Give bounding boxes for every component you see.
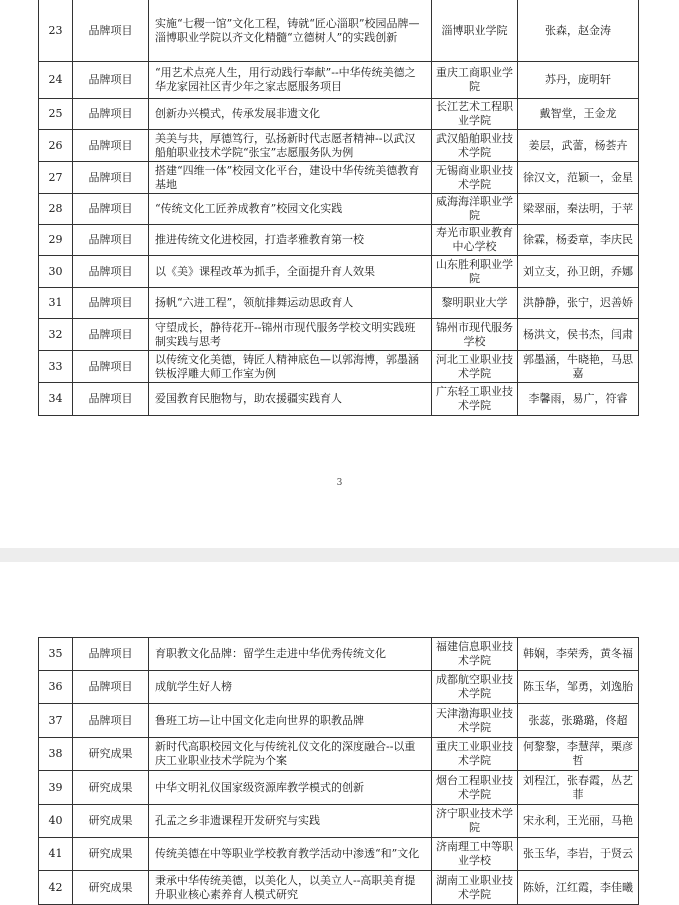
people-cell: 宋永利，王光丽，马艳 bbox=[518, 805, 639, 838]
people-cell: 姜层，武蕾，杨荟卉 bbox=[518, 130, 639, 162]
school-cell: 寿光市职业教育中心学校 bbox=[432, 225, 518, 256]
school-cell: 重庆工商职业学院 bbox=[432, 62, 518, 99]
table-row bbox=[39, 704, 639, 738]
category-cell: 研究成果 bbox=[73, 771, 149, 805]
row-number-cell: 28 bbox=[39, 194, 73, 225]
category-cell: 品牌项目 bbox=[73, 162, 149, 194]
row-number-cell: 40 bbox=[39, 805, 73, 838]
category-cell: 品牌项目 bbox=[73, 638, 149, 671]
school-cell: 重庆工业职业技术学院 bbox=[432, 738, 518, 771]
row-number-cell: 32 bbox=[39, 319, 73, 351]
table-row bbox=[39, 256, 639, 288]
table-row bbox=[39, 351, 639, 383]
project-title-cell: 创新办兴模式，传承发展非遗文化 bbox=[149, 99, 432, 130]
document-page-2 bbox=[0, 562, 679, 900]
people-cell: 刘程江，张春霞，丛艺菲 bbox=[518, 771, 639, 805]
award-table-page-1 bbox=[38, 0, 639, 416]
people-cell: 张玉华，李岩，于贤云 bbox=[518, 838, 639, 871]
row-number-cell: 24 bbox=[39, 62, 73, 99]
page-separator bbox=[0, 548, 679, 562]
project-title-cell: 爱国教育民胞物与，助农援疆实践育人 bbox=[149, 383, 432, 416]
project-title-cell: 育职教文化品牌：留学生走进中华优秀传统文化 bbox=[149, 638, 432, 671]
table-row bbox=[39, 383, 639, 416]
table-row bbox=[39, 194, 639, 225]
category-cell: 品牌项目 bbox=[73, 288, 149, 319]
table-row bbox=[39, 871, 639, 905]
school-cell: 福建信息职业技术学院 bbox=[432, 638, 518, 671]
row-number-cell: 27 bbox=[39, 162, 73, 194]
school-cell: 无锡商业职业技术学院 bbox=[432, 162, 518, 194]
table-row bbox=[39, 805, 639, 838]
table-row bbox=[39, 638, 639, 671]
category-cell: 研究成果 bbox=[73, 738, 149, 771]
people-cell: 梁翠丽，秦法明，于苹 bbox=[518, 194, 639, 225]
row-number-cell: 33 bbox=[39, 351, 73, 383]
school-cell: 威海海洋职业学院 bbox=[432, 194, 518, 225]
category-cell: 品牌项目 bbox=[73, 256, 149, 288]
school-cell: 锦州市现代服务学校 bbox=[432, 319, 518, 351]
project-title-cell: “传统文化工匠养成教育”校园文化实践 bbox=[149, 194, 432, 225]
project-title-cell: 新时代高职校园文化与传统礼仪文化的深度融合--以重庆工业职业技术学院为个案 bbox=[149, 738, 432, 771]
people-cell: 李馨雨，易广，符睿 bbox=[518, 383, 639, 416]
project-title-cell: 美美与共，厚德笃行，弘扬新时代志愿者精神--以武汉船舶职业技术学院“张宝”志愿服务队为例 bbox=[149, 130, 432, 162]
category-cell: 研究成果 bbox=[73, 805, 149, 838]
people-cell: 何黎黎，李慧萍，栗彦哲 bbox=[518, 738, 639, 771]
project-title-cell: 守望成长，静待花开--锦州市现代服务学校文明实践班制实践与思考 bbox=[149, 319, 432, 351]
row-number-cell: 39 bbox=[39, 771, 73, 805]
table-row bbox=[39, 162, 639, 194]
category-cell: 品牌项目 bbox=[73, 194, 149, 225]
project-title-cell: 孔孟之乡非遗课程开发研究与实践 bbox=[149, 805, 432, 838]
row-number-cell: 25 bbox=[39, 99, 73, 130]
project-title-cell: 推进传统文化进校园，打造孝雅教育第一校 bbox=[149, 225, 432, 256]
school-cell: 山东胜利职业学院 bbox=[432, 256, 518, 288]
school-cell: 武汉船舶职业技术学院 bbox=[432, 130, 518, 162]
table-row bbox=[39, 738, 639, 771]
category-cell: 品牌项目 bbox=[73, 319, 149, 351]
row-number-cell: 35 bbox=[39, 638, 73, 671]
table-row bbox=[39, 319, 639, 351]
people-cell: 陈玉华，邹勇，刘逸胎 bbox=[518, 671, 639, 704]
category-cell: 研究成果 bbox=[73, 871, 149, 905]
school-cell: 成都航空职业技术学院 bbox=[432, 671, 518, 704]
row-number-cell: 37 bbox=[39, 704, 73, 738]
row-number-cell: 30 bbox=[39, 256, 73, 288]
category-cell: 品牌项目 bbox=[73, 130, 149, 162]
category-cell: 品牌项目 bbox=[73, 0, 149, 62]
table-row bbox=[39, 288, 639, 319]
row-number-cell: 31 bbox=[39, 288, 73, 319]
category-cell: 品牌项目 bbox=[73, 99, 149, 130]
table-row bbox=[39, 130, 639, 162]
row-number-cell: 36 bbox=[39, 671, 73, 704]
people-cell: 韩娴，李荣秀，黄冬福 bbox=[518, 638, 639, 671]
award-table-page-2 bbox=[38, 637, 639, 905]
page-number: 3 bbox=[336, 478, 343, 488]
project-title-cell: 传统美德在中等职业学校教育教学活动中渗透“和”文化 bbox=[149, 838, 432, 871]
people-cell: 刘立支，孙卫朗，乔娜 bbox=[518, 256, 639, 288]
people-cell: 洪静静，张宁，迟善娇 bbox=[518, 288, 639, 319]
school-cell: 河北工业职业技术学院 bbox=[432, 351, 518, 383]
school-cell: 淄博职业学院 bbox=[432, 0, 518, 62]
school-cell: 长江艺术工程职业学院 bbox=[432, 99, 518, 130]
project-title-cell: 秉承中华传统美德，以美化人，以美立人--高职美育提升职业核心素养育人模式研究 bbox=[149, 871, 432, 905]
people-cell: 苏丹，庞明轩 bbox=[518, 62, 639, 99]
people-cell: 陈娇，江红霞，李佳曦 bbox=[518, 871, 639, 905]
school-cell: 湖南工业职业技术学院 bbox=[432, 871, 518, 905]
row-number-cell: 26 bbox=[39, 130, 73, 162]
table-row bbox=[39, 671, 639, 704]
category-cell: 品牌项目 bbox=[73, 383, 149, 416]
category-cell: 品牌项目 bbox=[73, 62, 149, 99]
school-cell: 广东轻工职业技术学院 bbox=[432, 383, 518, 416]
people-cell: 杨洪文，侯书杰，闫肃 bbox=[518, 319, 639, 351]
table-row bbox=[39, 838, 639, 871]
project-title-cell: “用艺术点亮人生，用行动践行奉献”--中华传统美德之华龙家园社区青少年之家志愿服务项目 bbox=[149, 62, 432, 99]
people-cell: 徐霖，杨委章，李庆民 bbox=[518, 225, 639, 256]
project-title-cell: 中华文明礼仪国家级资源库教学模式的创新 bbox=[149, 771, 432, 805]
project-title-cell: 以传统文化美德，铸匠人精神底色—以郭海博，郭墨涵铁板浮雕大师工作室为例 bbox=[149, 351, 432, 383]
row-number-cell: 29 bbox=[39, 225, 73, 256]
category-cell: 品牌项目 bbox=[73, 704, 149, 738]
project-title-cell: 实施“七稷一馆”文化工程，铸就“匠心淄职”校园品牌—淄博职业学院以齐文化精髓“立德树人”的实践创新 bbox=[149, 0, 432, 62]
category-cell: 品牌项目 bbox=[73, 225, 149, 256]
category-cell: 品牌项目 bbox=[73, 671, 149, 704]
table-row bbox=[39, 771, 639, 805]
people-cell: 张蕊，张璐璐，佟超 bbox=[518, 704, 639, 738]
project-title-cell: 成航学生好人榜 bbox=[149, 671, 432, 704]
project-title-cell: 扬帆“六进工程”，领航排舞运动思政育人 bbox=[149, 288, 432, 319]
people-cell: 戴智堂，王金龙 bbox=[518, 99, 639, 130]
people-cell: 郭墨涵，牛晓艳，马思嘉 bbox=[518, 351, 639, 383]
school-cell: 济宁职业技术学院 bbox=[432, 805, 518, 838]
school-cell: 烟台工程职业技术学院 bbox=[432, 771, 518, 805]
row-number-cell: 42 bbox=[39, 871, 73, 905]
table-row bbox=[39, 99, 639, 130]
row-number-cell: 34 bbox=[39, 383, 73, 416]
people-cell: 张森，赵金涛 bbox=[518, 0, 639, 62]
category-cell: 研究成果 bbox=[73, 838, 149, 871]
table-row bbox=[39, 0, 639, 62]
people-cell: 徐汉文，范颖一，金星 bbox=[518, 162, 639, 194]
project-title-cell: 鲁班工坊—让中国文化走向世界的职教品牌 bbox=[149, 704, 432, 738]
category-cell: 品牌项目 bbox=[73, 351, 149, 383]
school-cell: 济南理工中等职业学校 bbox=[432, 838, 518, 871]
table-row bbox=[39, 225, 639, 256]
table-row bbox=[39, 62, 639, 99]
project-title-cell: 以《美》课程改革为抓手，全面提升育人效果 bbox=[149, 256, 432, 288]
school-cell: 黎明职业大学 bbox=[432, 288, 518, 319]
row-number-cell: 23 bbox=[39, 0, 73, 62]
school-cell: 天津渤海职业技术学院 bbox=[432, 704, 518, 738]
project-title-cell: 搭建“四维一体”校园文化平台，建设中华传统美德教育基地 bbox=[149, 162, 432, 194]
row-number-cell: 41 bbox=[39, 838, 73, 871]
row-number-cell: 38 bbox=[39, 738, 73, 771]
